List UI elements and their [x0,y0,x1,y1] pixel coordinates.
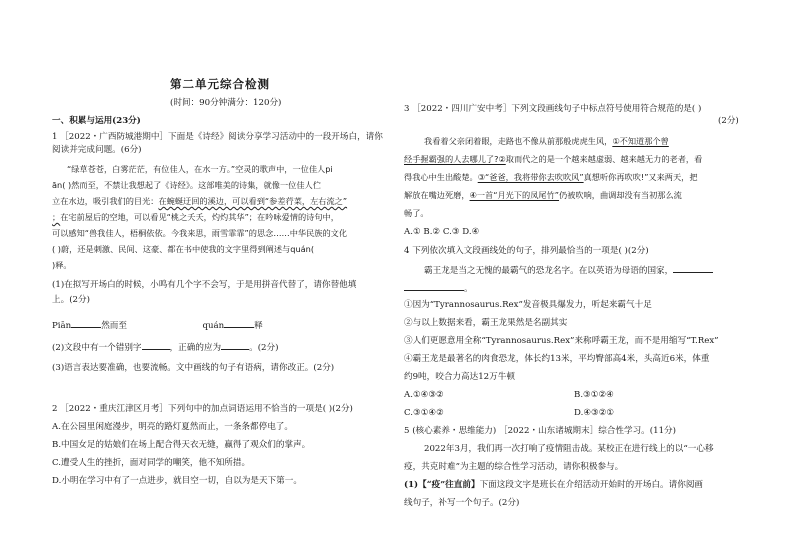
q3-score: (2分) [718,116,739,126]
passage-text: 仍被吹响，曲调却没有当初那么流 [559,190,682,200]
q4-option-d: D.④③②① [574,408,615,418]
passage-text: 中华民族的文化 [289,228,348,238]
q3-passage-line [404,189,682,201]
q1-passage-line: )释。 [52,260,72,270]
passage-text: 我看着父亲闭着眼，走路也不像从前那般虎虎生风， [424,136,613,146]
passage-text: 在吟咏爱情的诗句中， [257,212,339,222]
passage-text: 可以感知“兽我佳人，梧桐依依。今我来思，雨雪霏霏”的思念…… [52,228,290,238]
sub2-text: (2)文段中有一个错别字 [52,343,142,353]
fill-label: 释 [254,321,263,331]
passage-text: 。 [464,284,473,294]
passage-text: 取而代之的是一个越来越虚弱、越来越无力的老者，看 [505,154,703,164]
q2-option-a: A.在公园里闲庭漫步，明亮的路灯夏然而止，一条条都停电了。 [52,422,293,432]
q3-passage-line: 畅了。 [404,208,429,218]
q3-passage-line [404,153,702,165]
answer-blank[interactable] [224,318,254,328]
page-title: 第二单元综合检测 [170,77,270,91]
q4-option-a: A.①④③② [404,390,444,400]
answer-blank[interactable] [71,318,101,328]
sub2-text: ，正确的应为 [169,343,222,353]
answer-blank[interactable] [221,340,249,350]
q1-passage-line [52,195,347,207]
q1-sub3: (3)语言表达要准确，也要流畅。文中画线的句子有语病，请你改正。(2分) [52,363,335,373]
q5-sub1-cont: 线句子，补写一个句子。(2分) [404,498,520,508]
q2-option-b: B.中国女足的姑娘们在场上配合得天衣无缝，赢得了观众们的掌声。 [52,440,311,450]
q4-item: ②与以上数据来看，霸王龙果然是名副其实 [404,318,568,328]
pinyin-label: Piān [52,321,72,331]
q4-stem: 4 下列依次填入文段画线处的句子，排列最恰当的一项是( )(2分) [404,246,649,256]
q2-option-c: C.遭受人生的挫折，面对同学的嘲笑，他不知所措。 [52,458,251,468]
sub1-text: 下面这段文字是班长在介绍活动开始时的开场白。请你阅画 [479,480,704,490]
q1-stem: 1 ［2022・广西防城港期中］下面是《诗经》阅读分享学习活动中的一段开场白，请你 [52,132,383,142]
underlined-sentence: ③“爸爸，我将带你去吹吹风” [477,172,584,182]
q4-option-b: B.③①②④ [574,390,614,400]
passage-text: 在宅前屋后的空地，可以看见“桃之夭夭，灼灼其华”； [60,212,257,222]
q1-stem-cont: 阅读并完成问题。(6分) [52,145,142,155]
q1-passage-line: ān( )然而至，不禁让我想起了《诗经》。这部唯美的诗集，就像一位佳人伫 [52,180,321,190]
q1-passage-line [52,227,347,239]
section-heading: 一、积累与运用(23分) [52,116,141,126]
q3-stem: 3 ［2022・四川广安中考］下列文段画线句子中标点符号使用符合规范的是( ) [404,104,702,114]
q2-option-d: D.小明在学习中有了一点进步，就目空一切，自以为是天下第一。 [52,476,302,486]
underlined-sentence: 在蜿蜒迂回的溪边，可以看到“参差荇菜，左右流之” [158,196,348,206]
q2-stem: 2 ［2022・重庆江津区月考］下列句中的加点词语运用不恰当的一项是( )(2分) [52,404,353,414]
q4-passage-line [404,281,473,295]
underlined-sentence: 经手握霸强的人去哪儿了?② [404,154,506,164]
answer-blank[interactable] [673,263,713,273]
q1-sub1: (1)在拟写开场白的时候，小鸣有几个字不会写，于是用拼音代替了，请你替他填 [52,280,357,290]
q1-sub2 [52,340,278,354]
q5-intro: 2022年3月，我们再一次打响了疫情阻击战。某校正在进行线上的以“一心移 [424,444,714,454]
q1-sub1-cont: 上。(2分) [52,295,90,305]
q4-passage-line [424,263,713,277]
answer-blank[interactable] [142,340,170,350]
sub1-heading: (1)【“疫”往直前】 [404,480,480,490]
underlined-sentence: ④一首“月光下的凤尾竹” [469,190,560,200]
q4-item-cont: 约9吨，咬合力高达12万牛顿 [404,372,515,382]
underlined-sentence: ①不知道那个曾 [612,136,669,146]
q1-fill-row [52,318,263,332]
underlined-sentence: ； [52,212,61,222]
sub2-text: 。(2分) [249,343,279,353]
q4-option-c: C.③①④② [404,408,444,418]
q1-passage-line: “绿草苍苍，白雾茫茫，有位佳人，在水一方。”空灵的歌声中，一位佳人pi [67,164,333,174]
pinyin-label: quán [202,321,225,331]
passage-text: 解放在嘴边死磨， [404,190,470,200]
fill-label: 然而至 [101,321,127,331]
passage-text: 得我心中生出酸楚。 [404,172,478,182]
q3-passage-line [404,171,698,183]
q5-intro-cont: 疫，共克时难”为主题的综合性学习活动，请你积极参与。 [404,462,624,472]
q3-options: A.① B.② C.③ D.④ [404,227,480,237]
q4-item: ④霸王龙是最著名的肉食恐龙，体长约13米，平均臀部高4米，头高近6米，体重 [404,354,710,364]
passage-text: 霸王龙是当之无愧的最霸气的恐龙名字。在以英语为母语的国家， [424,266,674,276]
q4-item: ③人们更愿意用全称“Tyrannosaurus.Rex”来称呼霸王龙，而不是用缩写“T.Rex” [404,336,719,346]
passage-text: 立在水边，吸引我们的目光： [52,196,159,206]
exam-time-score: (时间：90分钟满分：120分) [170,98,282,108]
q3-passage-line [424,135,669,147]
q1-passage-line: ( )蔚，还是刺激、民间、这豪、都在书中使我的文字里得到阐述与quán( [52,244,315,254]
q5-sub1 [404,479,703,491]
q1-passage-line [52,211,339,223]
answer-blank[interactable] [404,281,464,291]
passage-text: 真想听你再吹吹!”又来两天，把 [583,172,698,182]
q4-item: ①因为“Tyrannosaurus.Rex”发音极具爆发力，听起来霸气十足 [404,300,652,310]
q5-stem: 5 (核心素养・思维能力) ［2022・山东诸城期末］综合性学习。(11分) [404,426,676,436]
